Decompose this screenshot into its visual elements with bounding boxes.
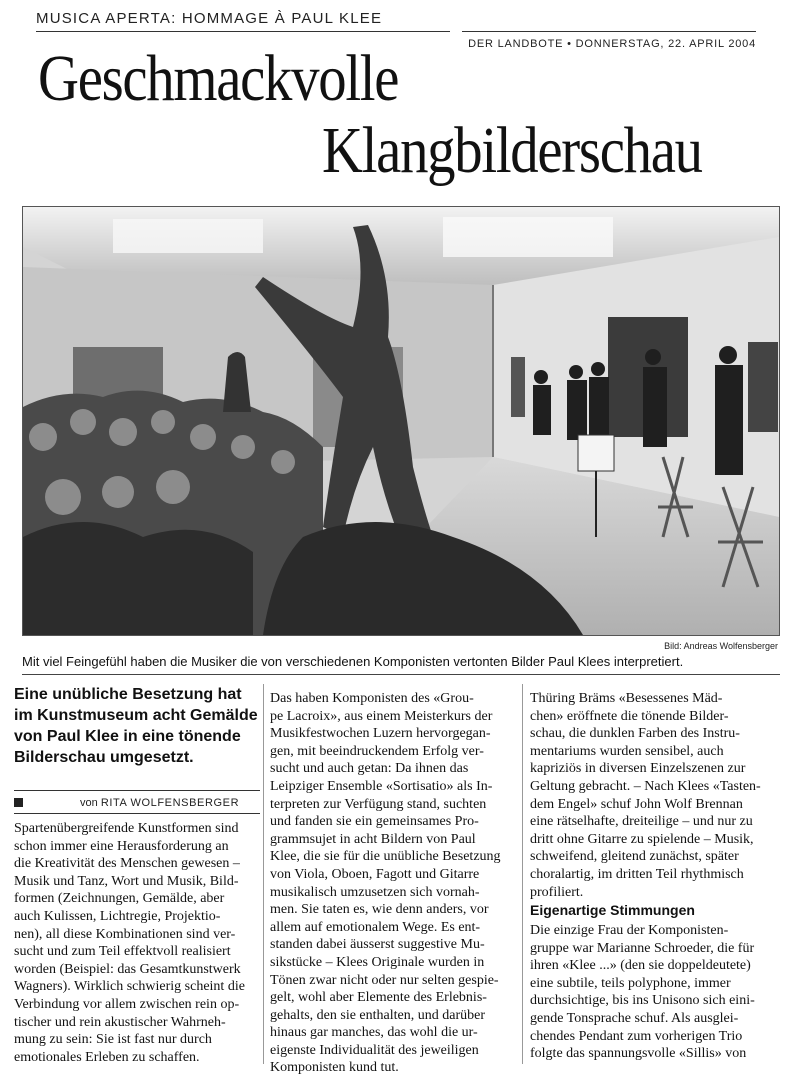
byline-rule-bottom — [14, 813, 260, 814]
photo-credit: Bild: Andreas Wolfensberger — [664, 641, 778, 651]
byline-text — [80, 797, 239, 809]
caption-rule — [22, 674, 780, 675]
byline — [14, 797, 260, 811]
byline-square-icon — [14, 798, 23, 807]
headline-line-1: Geschmackvolle — [38, 42, 399, 115]
photo-caption: Mit viel Feingefühl haben die Musiker die von verschiedenen Komponisten vertonten Bilder Paul Klees interpretiert. — [22, 654, 684, 669]
header-rule-left — [36, 31, 450, 32]
body-column-3-bottom: Die einzige Frau der Komponisten- gruppe war Marianne Schroeder, die für ihren «Klee ...» (den sie doppeldeutete) eine subtile, teils polyphone, immer durchsichtige, bis ins Unisono sich eini- gende Tonsprache schuf. Als ausglei- chendes Pendant zum vorherigen Trio folgte das spannungsvolle «Sillis» von — [530, 923, 755, 1062]
body-column-3-top: Thüring Bräms «Besessenes Mäd- chen» eröffnete die tönende Bilder- schau, die dunklen Farben des Instru- mentariums wurden sensibel, auch kapriziös in diversen Einzelszenen zur Geltung gebracht. – Nach Klees «Tasten- dem Engel» schuf John Wolf Brennan eine rätselhafte, dreiteilige – und nur zu dritt ohne Gitarre zu spielende – Musik, schweifend, gleitend zunächst, später choralartig, im dritten Teil rhythmisch profiliert. — [530, 691, 761, 900]
section-kicker: MUSICA APERTA: HOMMAGE À PAUL KLEE — [36, 10, 383, 27]
lead-paragraph: Eine unübliche Besetzung hat im Kunstmuseum acht Gemälde von Paul Klee in eine tönende Bilderschau umgesetzt. — [14, 686, 258, 766]
column-rule-1 — [263, 684, 264, 1064]
body-subhead: Eigenartige Stimmungen — [530, 902, 695, 918]
body-column-2: Das haben Komponisten des «Grou- pe Lacroix», aus einem Meisterkurs der Musikfestwochen Luzern hervorgegan- gen, mit beeindruckendem Erfolg ver- sucht und auch getan: Da ihnen das Leipziger Ensemble «Sortisatio» als In- terpreten zur Verfügung stand, suchten und fanden sie ein gemeinsames Pro- grammsujet in acht Bildern von Paul Klee, die sie für die unübliche Besetzung von Viola, Oboen, Fagott und Gitarre musikalisch umzusetzen sich vornah- men. Sie taten es, wie denn anders, vor allem auf emotionalem Wege. Es ent- standen dabei äusserst suggestive Mu- sikstücke – Klees Originale wurden in Tönen zwar nicht oder nur selten gespie- gelt, wohl aber Elemente des Erlebnis- gehalts, den sie enthalten, und darüber hinaus gar manches, das wohl die ur- eigenste Individualität des jeweiligen Komponisten kund tut. — [270, 691, 501, 1076]
byline-rule-top — [14, 790, 260, 791]
byline-prefix: von — [80, 797, 98, 809]
dateline: DER LANDBOTE • DONNERSTAG, 22. APRIL 2004 — [468, 38, 756, 50]
headline-line-2: Klangbilderschau — [322, 114, 702, 187]
body-column-1: Spartenübergreifende Kunstformen sind schon immer eine Herausforderung an die Kreativität des Menschen gewesen – Musik und Tanz, Wort und Musik, Bild- formen (Zeichnungen, Gemälde, aber auch Kulissen, Lichtregie, Projektio- nen), all diese Kombinationen sind ver- sucht und zum Teil effektvoll realisiert worden (Beispiel: das Gesamtkunstwerk Wagners). Wirklich schwierig scheint die Verbindung vor allem zwischen rein op- tischer und rein akustischer Wahrneh- mung zu sein: Sie ist fast nur durch emotionales Erleben zu schaffen. — [14, 821, 245, 1065]
byline-author: RITA WOLFENSBERGER — [100, 797, 240, 809]
header-rule-right — [462, 31, 756, 32]
concert-photo — [22, 206, 780, 636]
column-rule-2 — [522, 684, 523, 1064]
concert-photo-illustration — [23, 207, 779, 635]
